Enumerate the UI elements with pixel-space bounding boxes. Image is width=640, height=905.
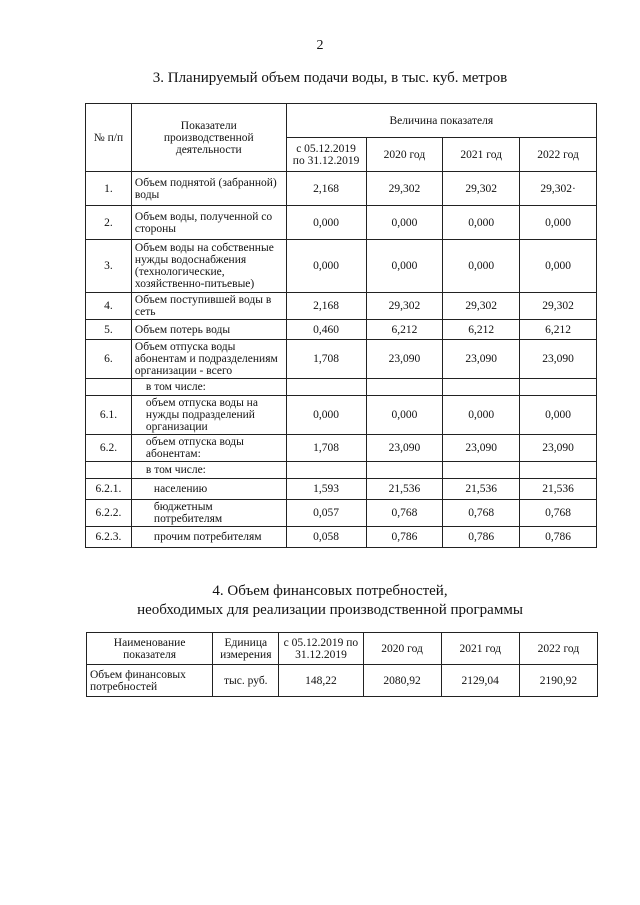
row-num: 6. xyxy=(86,340,132,379)
row-label: Объем поднятой (забранной) воды xyxy=(131,172,286,206)
water-supply-rows xyxy=(86,172,597,548)
table-row xyxy=(86,396,597,435)
row-label: Объем отпуска воды абонентам и подразделениям организации - всего xyxy=(131,340,286,379)
row-value: 2080,92 xyxy=(363,665,441,697)
row-value: 21,536 xyxy=(366,479,443,500)
row-value: 2129,04 xyxy=(441,665,519,697)
row-num: 2. xyxy=(86,206,132,240)
table-row xyxy=(86,379,597,396)
row-value xyxy=(286,462,366,479)
row-num: 6.2.1. xyxy=(86,479,132,500)
financial-needs-table xyxy=(86,632,598,697)
row-value: 1,708 xyxy=(286,435,366,462)
row-value: 148,22 xyxy=(279,665,363,697)
row-label: бюджетным потребителям xyxy=(131,500,286,527)
row-value: 0,768 xyxy=(366,500,443,527)
row-value: 0,000 xyxy=(443,396,520,435)
row-value: 23,090 xyxy=(520,340,597,379)
row-label: Объем потерь воды xyxy=(131,320,286,340)
row-label: Объем воды, полученной со стороны xyxy=(131,206,286,240)
row-num xyxy=(86,379,132,396)
row-value: 0,768 xyxy=(443,500,520,527)
row-label: объем отпуска воды абонентам: xyxy=(131,435,286,462)
section4-title xyxy=(60,582,600,620)
row-num: 6.2. xyxy=(86,435,132,462)
header-unit: Единица измерения xyxy=(213,633,279,665)
row-num: 4. xyxy=(86,293,132,320)
row-value: 0,460 xyxy=(286,320,366,340)
row-label: прочим потребителям xyxy=(131,527,286,548)
row-value: 0,000 xyxy=(366,240,443,293)
row-num: 6.2.2. xyxy=(86,500,132,527)
section4-title-line2: необходимых для реализации производственной программы xyxy=(137,602,523,618)
section4-title-line1: 4. Объем финансовых потребностей, xyxy=(212,583,448,599)
row-value: 29,302· xyxy=(520,172,597,206)
table-row xyxy=(86,293,597,320)
table-row xyxy=(86,340,597,379)
row-value: 2190,92 xyxy=(519,665,597,697)
row-value: 2,168 xyxy=(286,293,366,320)
header-period: 2022 год xyxy=(520,138,597,172)
row-num: 6.1. xyxy=(86,396,132,435)
row-num: 1. xyxy=(86,172,132,206)
row-label: в том числе: xyxy=(131,379,286,396)
row-value: 0,000 xyxy=(520,396,597,435)
row-value: 0,000 xyxy=(286,206,366,240)
row-value: 0,786 xyxy=(366,527,443,548)
row-value: 1,593 xyxy=(286,479,366,500)
row-label: в том числе: xyxy=(131,462,286,479)
row-label: объем отпуска воды на нужды подразделений организации xyxy=(131,396,286,435)
row-label: Объем воды на собственные нужды водоснабжения (технологические, хозяйственно-питьевые) xyxy=(131,240,286,293)
header-period: с 05.12.2019 по 31.12.2019 xyxy=(286,138,366,172)
table-row xyxy=(86,240,597,293)
row-value: 0,058 xyxy=(286,527,366,548)
row-value: 0,000 xyxy=(366,396,443,435)
row-value xyxy=(520,462,597,479)
row-value: 29,302 xyxy=(366,172,443,206)
row-value xyxy=(520,379,597,396)
row-value xyxy=(366,462,443,479)
row-value xyxy=(443,379,520,396)
row-num: 6.2.3. xyxy=(86,527,132,548)
row-value: 0,768 xyxy=(520,500,597,527)
row-value: 21,536 xyxy=(443,479,520,500)
row-num: 3. xyxy=(86,240,132,293)
row-value xyxy=(286,379,366,396)
row-value: 0,000 xyxy=(366,206,443,240)
section3-title: 3. Планируемый объем подачи воды, в тыс. куб. метров xyxy=(152,70,508,86)
table-row xyxy=(86,172,597,206)
table-row xyxy=(86,320,597,340)
row-label: населению xyxy=(131,479,286,500)
table-row xyxy=(86,206,597,240)
row-value: 29,302 xyxy=(443,293,520,320)
table-row xyxy=(86,527,597,548)
row-value: 0,057 xyxy=(286,500,366,527)
row-value xyxy=(443,462,520,479)
row-num: 5. xyxy=(86,320,132,340)
row-value: 1,708 xyxy=(286,340,366,379)
row-value: 23,090 xyxy=(443,340,520,379)
row-value: 6,212 xyxy=(443,320,520,340)
row-value: 0,000 xyxy=(520,206,597,240)
row-label: Объем поступившей воды в сеть xyxy=(131,293,286,320)
header-period: 2020 год xyxy=(366,138,443,172)
row-value: 6,212 xyxy=(366,320,443,340)
row-value: 0,000 xyxy=(520,240,597,293)
row-value xyxy=(366,379,443,396)
header-indicator: Показатели производственной деятельности xyxy=(131,104,286,172)
header-value-group: Величина показателя xyxy=(286,104,596,138)
table-row xyxy=(86,462,597,479)
water-supply-table xyxy=(85,103,597,548)
row-value: 21,536 xyxy=(520,479,597,500)
table-row xyxy=(86,479,597,500)
row-value: 0,786 xyxy=(443,527,520,548)
row-value: 0,000 xyxy=(443,206,520,240)
row-value: 23,090 xyxy=(366,435,443,462)
header-num: № п/п xyxy=(86,104,132,172)
row-value: 6,212 xyxy=(520,320,597,340)
row-value: 0,000 xyxy=(286,240,366,293)
row-value: 29,302 xyxy=(520,293,597,320)
header-name: Наименование показателя xyxy=(87,633,213,665)
row-value: 2,168 xyxy=(286,172,366,206)
row-value: 0,000 xyxy=(286,396,366,435)
header-period: 2021 год xyxy=(441,633,519,665)
row-label: Объем финансовых потребностей xyxy=(87,665,213,697)
table-row xyxy=(86,435,597,462)
row-value: 0,000 xyxy=(443,240,520,293)
header-period: с 05.12.2019 по 31.12.2019 xyxy=(279,633,363,665)
header-period: 2021 год xyxy=(443,138,520,172)
page-number: 2 xyxy=(316,38,324,53)
row-value: 29,302 xyxy=(366,293,443,320)
row-value: 29,302 xyxy=(443,172,520,206)
row-value: 23,090 xyxy=(366,340,443,379)
header-period: 2022 год xyxy=(519,633,597,665)
row-value: 0,786 xyxy=(520,527,597,548)
table-row xyxy=(86,500,597,527)
row-value: 23,090 xyxy=(443,435,520,462)
row-num xyxy=(86,462,132,479)
row-unit: тыс. руб. xyxy=(213,665,279,697)
row-value: 23,090 xyxy=(520,435,597,462)
header-period: 2020 год xyxy=(363,633,441,665)
